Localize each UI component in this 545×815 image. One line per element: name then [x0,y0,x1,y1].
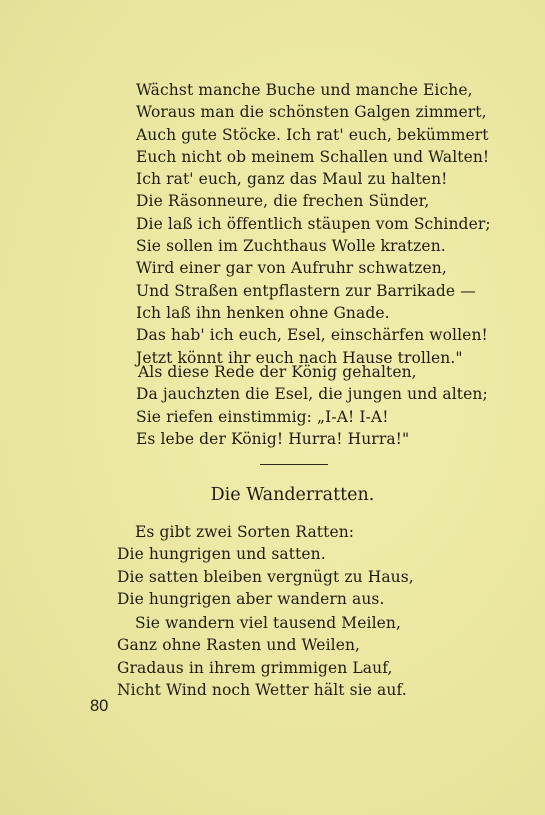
section-divider [260,464,328,465]
verse-line: Jetzt könnt ihr euch nach Hause trollen." [136,348,463,367]
page-number: 80 [90,697,109,715]
verse-line: Die satten bleiben vergnügt zu Haus, [117,567,414,586]
verse-line: Ganz ohne Rasten und Weilen, [117,636,361,655]
verse-line: Ich laß ihn henken ohne Gnade. [136,303,390,322]
verse-line: Gradaus in ihrem grimmigen Lauf, [117,658,393,677]
verse-line: Als diese Rede der König gehalten, [138,363,417,381]
stanza-esel-jauchzen [117,361,488,450]
verse-line: Das hab' ich euch, Esel, einschärfen wollen! [136,326,488,345]
poem-title: Die Wanderratten. [210,485,375,505]
verse-line: Es lebe der König! Hurra! Hurra!" [136,429,410,448]
stanza-buchen-galgen [117,79,491,369]
verse-line: Und Straßen entpflastern zur Barrikade — [136,281,476,300]
verse-line: Nicht Wind noch Wetter hält sie auf. [117,680,407,699]
stanza-wandern [117,612,407,701]
verse-line: Sie riefen einstimmig: „I-A! I-A! [136,407,389,426]
verse-line: Woraus man die schönsten Galgen zimmert, [136,103,487,122]
verse-line: Die hungrigen aber wandern aus. [117,589,385,608]
verse-line: Da jauchzten die Esel, die jungen und alten; [136,385,488,404]
verse-line: Die Räsonneure, die frechen Sünder, [136,192,430,211]
verse-line: Wächst manche Buche und manche Eiche, [136,81,473,99]
verse-line: Die hungrigen und satten. [117,545,326,564]
verse-line: Die laß ich öffentlich stäupen vom Schinder; [136,214,491,233]
verse-line: Euch nicht ob meinem Schallen und Walten! [136,147,490,166]
verse-line: Wird einer gar von Aufruhr schwatzen, [136,259,447,278]
verse-line: Auch gute Stöcke. Ich rat' euch, bekümmert [136,125,489,144]
stanza-zwei-sorten [117,521,414,610]
verse-line: Sie wandern viel tausend Meilen, [135,614,402,632]
verse-line: Es gibt zwei Sorten Ratten: [135,523,355,541]
verse-line: Sie sollen im Zuchthaus Wolle kratzen. [136,237,446,256]
verse-line: Ich rat' euch, ganz das Maul zu halten! [136,170,448,189]
